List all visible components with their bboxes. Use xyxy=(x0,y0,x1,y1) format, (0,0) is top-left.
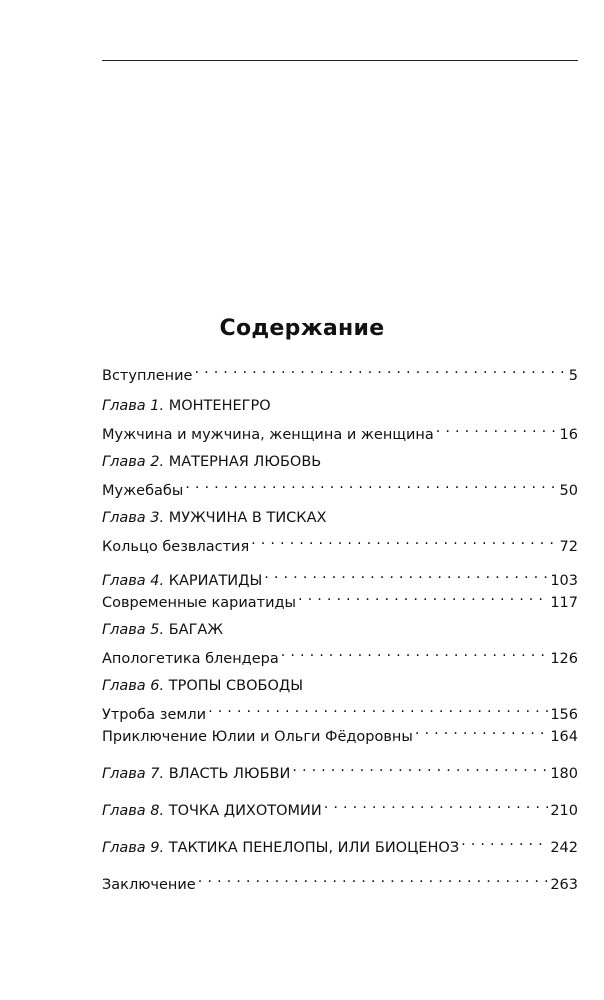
toc-chapter-9[interactable] xyxy=(102,830,578,856)
dot-leader xyxy=(208,697,548,719)
section-title: Апологетика блендера xyxy=(102,651,279,667)
toc-section[interactable] xyxy=(102,473,578,499)
chapter-label: Глава 4. xyxy=(102,573,165,589)
toc-heading: Содержание xyxy=(219,316,385,341)
chapter-label: Глава 3. xyxy=(102,510,165,526)
chapter-title: ТОЧКА ДИХОТОМИИ xyxy=(168,803,322,819)
chapter-title: ТАКТИКА ПЕНЕЛОПЫ, ИЛИ БИОЦЕНОЗ xyxy=(168,840,460,856)
section-title: Приключение Юлии и Ольги Фёдоровны xyxy=(102,729,413,745)
section-title: Мужчина и мужчина, женщина и женщина xyxy=(102,427,434,443)
toc-chapter-5[interactable] xyxy=(102,619,578,667)
entry-title: Вступление xyxy=(102,368,193,384)
chapter-title: МОНТЕНЕГРО xyxy=(168,398,271,414)
chapter-label: Глава 7. xyxy=(102,766,165,782)
page-number: 263 xyxy=(550,877,578,893)
toc-chapter-6[interactable] xyxy=(102,675,578,745)
page-number: 156 xyxy=(550,707,578,723)
section-title: Кольцо безвластия xyxy=(102,539,250,555)
toc-entry-conclusion[interactable] xyxy=(102,867,578,893)
dot-leader xyxy=(251,529,557,551)
dot-leader xyxy=(281,641,549,663)
dot-leader xyxy=(324,793,549,815)
page-number: 126 xyxy=(550,651,578,667)
chapter-title: МУЖЧИНА В ТИСКАХ xyxy=(168,510,327,526)
page-number: 103 xyxy=(550,573,578,589)
dot-leader xyxy=(461,830,548,852)
header-rule xyxy=(102,60,578,61)
toc-chapter-2[interactable] xyxy=(102,451,578,499)
dot-leader xyxy=(264,563,548,585)
section-title: Современные кариатиды xyxy=(102,595,296,611)
dot-leader xyxy=(198,867,549,889)
toc-chapter-7[interactable] xyxy=(102,756,578,782)
entry-title: Заключение xyxy=(102,877,196,893)
page-number: 164 xyxy=(550,729,578,745)
chapter-label: Глава 9. xyxy=(102,840,165,856)
page-number: 72 xyxy=(559,539,578,555)
chapter-label: Глава 5. xyxy=(102,622,165,638)
chapter-label: Глава 8. xyxy=(102,803,165,819)
toc-section[interactable] xyxy=(102,697,578,723)
page-number: 117 xyxy=(550,595,578,611)
dot-leader xyxy=(185,473,557,495)
toc-section[interactable] xyxy=(102,641,578,667)
dot-leader xyxy=(298,585,548,607)
chapter-title: МАТЕРНАЯ ЛЮБОВЬ xyxy=(168,454,322,470)
page-number: 242 xyxy=(550,840,578,856)
toc-section[interactable] xyxy=(102,529,578,555)
toc-chapter-8[interactable] xyxy=(102,793,578,819)
chapter-title: ТРОПЫ СВОБОДЫ xyxy=(168,678,304,694)
section-title: Мужебабы xyxy=(102,483,184,499)
page-number: 50 xyxy=(559,483,578,499)
section-title: Утроба земли xyxy=(102,707,207,723)
chapter-label: Глава 2. xyxy=(102,454,165,470)
chapter-title: БАГАЖ xyxy=(168,622,223,638)
dot-leader xyxy=(292,756,548,778)
chapter-label: Глава 1. xyxy=(102,398,165,414)
toc-entry-intro[interactable] xyxy=(102,358,578,384)
dot-leader xyxy=(415,719,548,741)
dot-leader xyxy=(194,358,566,380)
page-number: 210 xyxy=(550,803,578,819)
page-number: 180 xyxy=(550,766,578,782)
toc-section[interactable] xyxy=(102,417,578,443)
toc-chapter-1[interactable] xyxy=(102,395,578,443)
page-number: 16 xyxy=(559,427,578,443)
toc-chapter-4[interactable] xyxy=(102,563,578,611)
dot-leader xyxy=(436,417,558,439)
toc-chapter-3[interactable] xyxy=(102,507,578,555)
chapter-title: КАРИАТИДЫ xyxy=(168,573,263,589)
page-number: 5 xyxy=(568,368,578,384)
table-of-contents xyxy=(102,358,578,893)
chapter-label: Глава 6. xyxy=(102,678,165,694)
chapter-title: ВЛАСТЬ ЛЮБВИ xyxy=(168,766,291,782)
